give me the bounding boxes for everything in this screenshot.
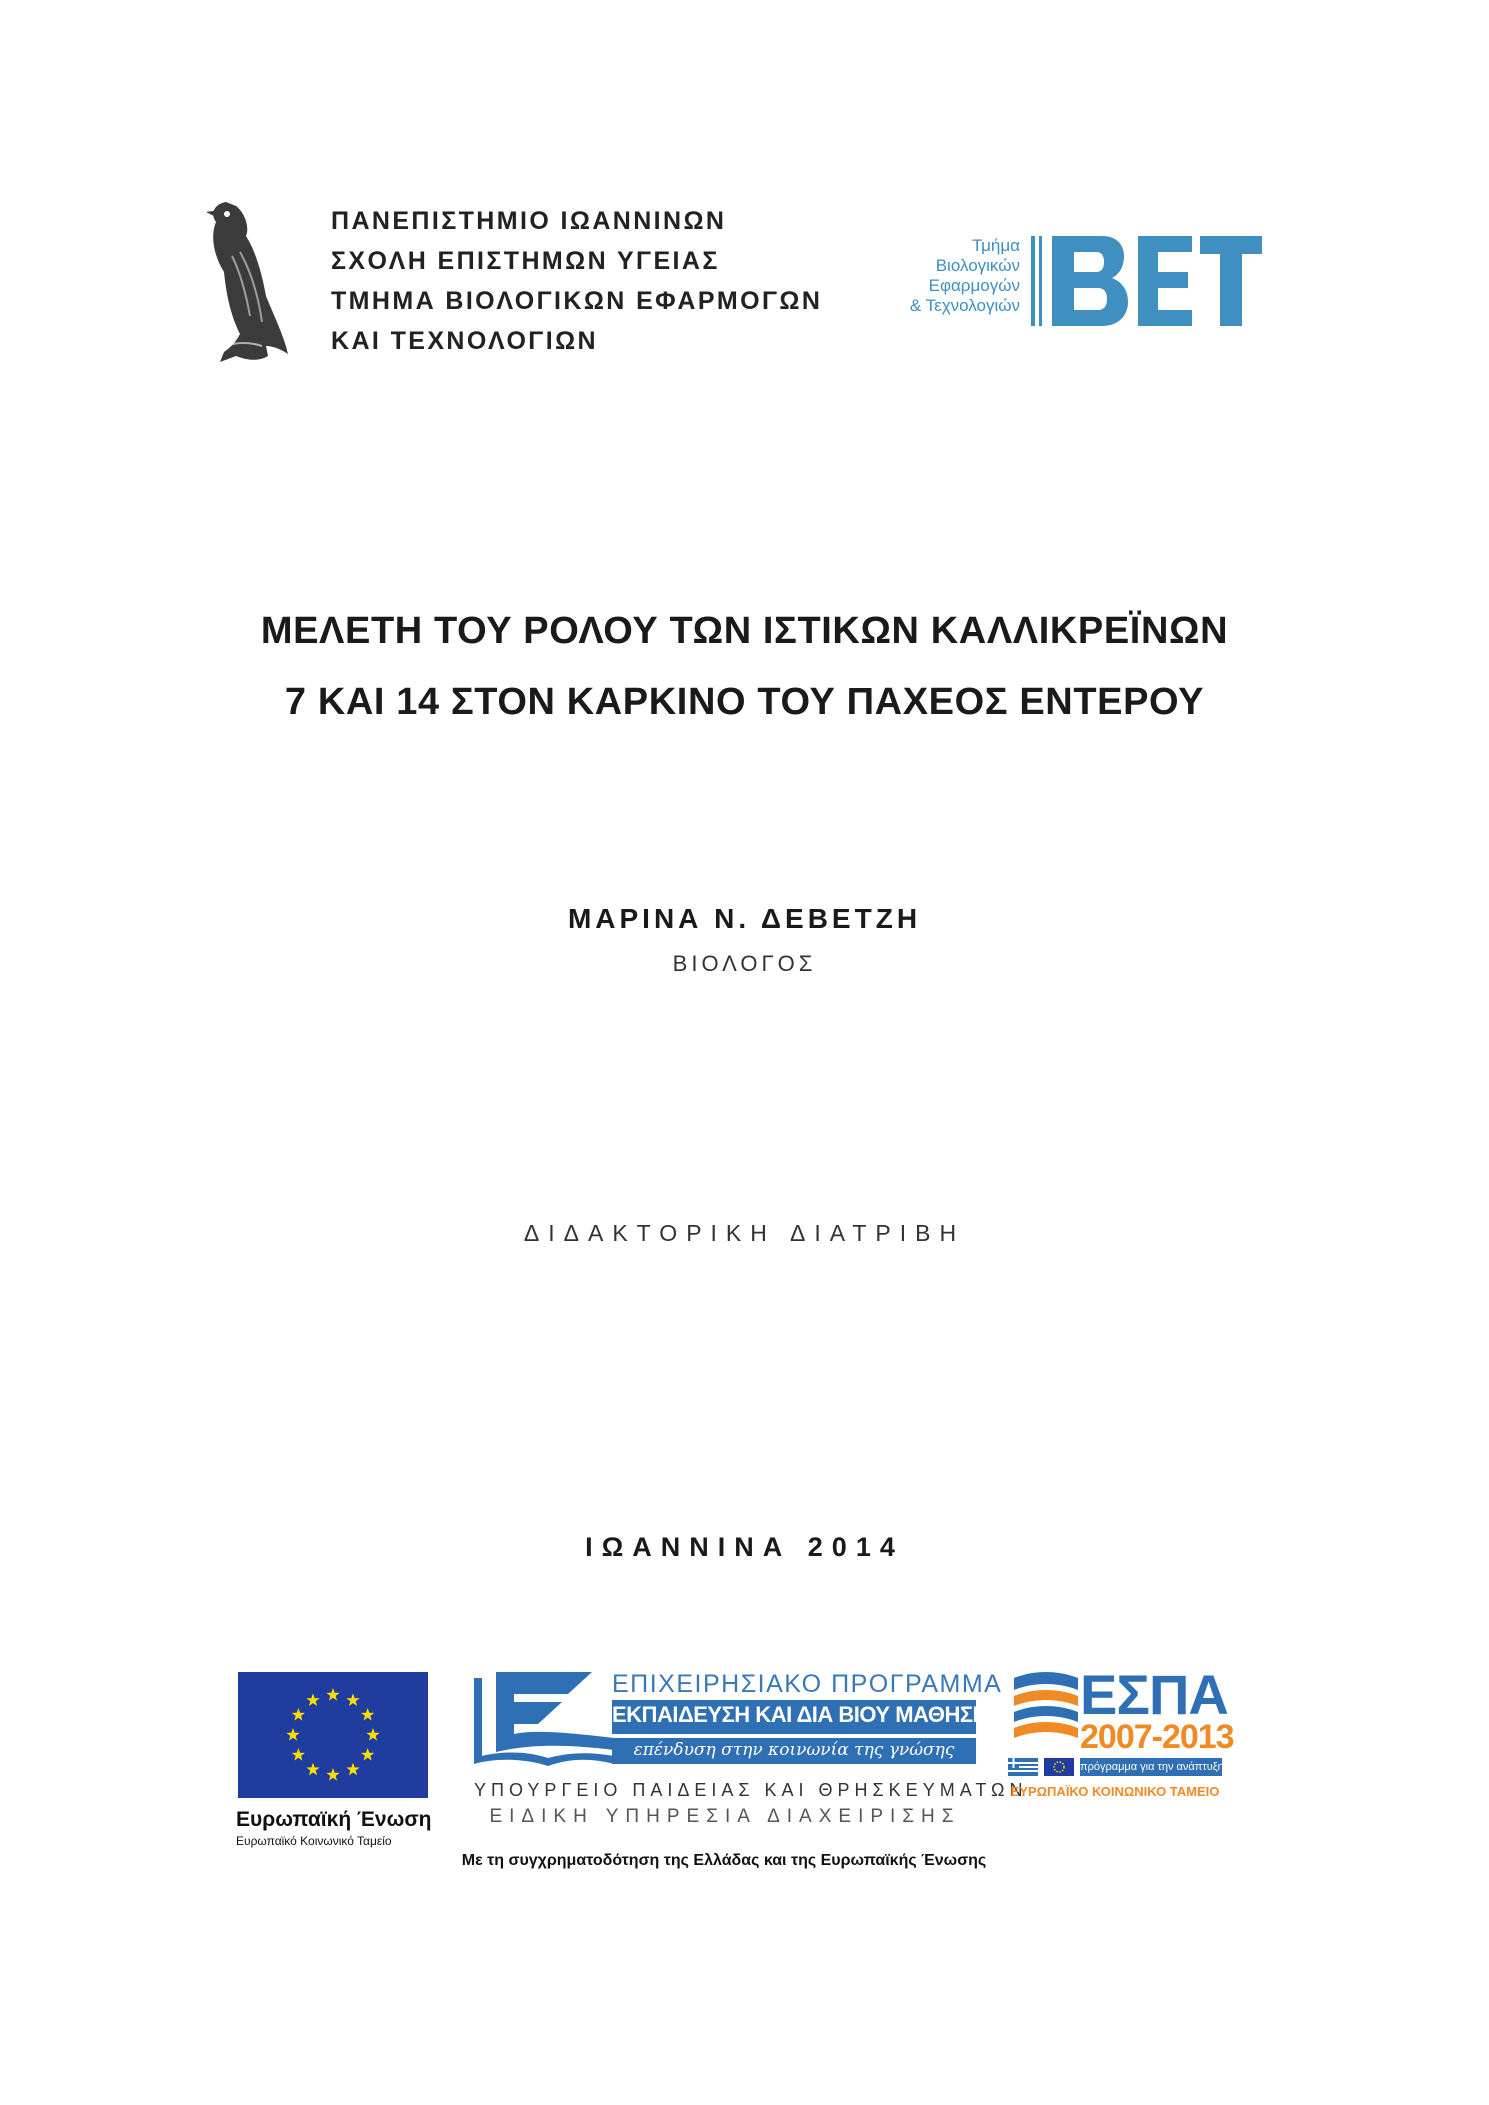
department-logo-line: Βιολογικών	[935, 256, 1020, 275]
document-type: ΔΙΔΑΚΤΟΡΙΚΗ ΔΙΑΤΡΙΒΗ	[523, 1220, 966, 1246]
programme-title: ΕΠΙΧΕΙΡΗΣΙΑΚΟ ΠΡΟΓΡΑΜΜΑ	[612, 1670, 1003, 1698]
programme-slogan: επένδυση στην κοινωνία της γνώσης	[633, 1740, 955, 1760]
department-line-cont: ΚΑΙ ΤΕΧΝΟΛΟΓΙΩΝ	[331, 327, 598, 355]
eu-fund-name: Ευρωπαϊκό Κοινωνικό Ταμείο	[236, 1834, 392, 1848]
author-profession: ΒΙΟΛΟΓΟΣ	[672, 951, 817, 976]
department-bet-logo-icon	[1052, 236, 1262, 326]
cofunding-statement: Με τη συγχρηματοδότηση της Ελλάδας και της Ευρωπαϊκής Ένωσης	[461, 1852, 987, 1869]
department-logo-line: & Τεχνολογιών	[909, 296, 1020, 315]
department-logo-divider	[1031, 236, 1035, 326]
author-name: ΜΑΡΙΝΑ Ν. ΔΕΒΕΤΖΗ	[567, 903, 922, 934]
department-logo-text	[880, 236, 1020, 316]
eu-flag-icon	[238, 1672, 428, 1798]
department-logo-line: Τμήμα	[971, 236, 1020, 255]
university-owl-emblem-icon	[196, 196, 292, 364]
school-line: ΣΧΟΛΗ ΕΠΙΣΤΗΜΩΝ ΥΓΕΙΑΣ	[331, 247, 720, 275]
ministry-name: ΥΠΟΥΡΓΕΙΟ ΠΑΙΔΕΙΑΣ ΚΑΙ ΘΡΗΣΚΕΥΜΑΤΩΝ	[474, 1780, 1028, 1800]
espa-fund-name: ΕΥΡΩΠΑΪΚΟ ΚΟΙΝΩΝΙΚΟ ΤΑΜΕΙΟ	[1010, 1784, 1220, 1799]
thesis-title-line-1: ΜΕΛΕΤΗ ΤΟΥ ΡΟΛΟΥ ΤΩΝ ΙΣΤΙΚΩΝ ΚΑΛΛΙΚΡΕΪΝΩΝ	[260, 610, 1229, 652]
university-line: ΠΑΝΕΠΙΣΤΗΜΙΟ ΙΩΑΝΝΙΝΩΝ	[331, 207, 727, 235]
greek-eu-flags-icon	[1008, 1758, 1076, 1776]
espa-years: 2007-2013	[1080, 1718, 1234, 1756]
espa-band-text: πρόγραμμα για την ανάπτυξη	[1080, 1761, 1224, 1773]
place-year: ΙΩΑΝΝΙΝΑ 2014	[585, 1532, 904, 1562]
programme-name: ΕΚΠΑΙΔΕΥΣΗ ΚΑΙ ΔΙΑ ΒΙΟΥ ΜΑΘΗΣΗ	[612, 1702, 988, 1727]
espa-title: ΕΣΠΑ	[1080, 1663, 1228, 1726]
university-name-block	[331, 201, 822, 361]
management-service-name: ΕΙΔΙΚΗ ΥΠΗΡΕΣΙΑ ΔΙΑΧΕΙΡΙΣΗΣ	[489, 1806, 961, 1827]
department-line: ΤΜΗΜΑ ΒΙΟΛΟΓΙΚΩΝ ΕΦΑΡΜΟΓΩΝ	[331, 287, 823, 315]
department-logo-line: Εφαρμογών	[928, 276, 1020, 295]
department-logo-divider	[1039, 236, 1042, 326]
education-programme-book-icon	[474, 1672, 614, 1772]
eu-name: Ευρωπαϊκή Ένωση	[236, 1808, 432, 1831]
thesis-title-line-2: 7 ΚΑΙ 14 ΣΤΟΝ ΚΑΡΚΙΝΟ ΤΟΥ ΠΑΧΕΟΣ ΕΝΤΕΡΟΥ	[284, 681, 1205, 723]
espa-waves-icon	[1008, 1668, 1088, 1754]
